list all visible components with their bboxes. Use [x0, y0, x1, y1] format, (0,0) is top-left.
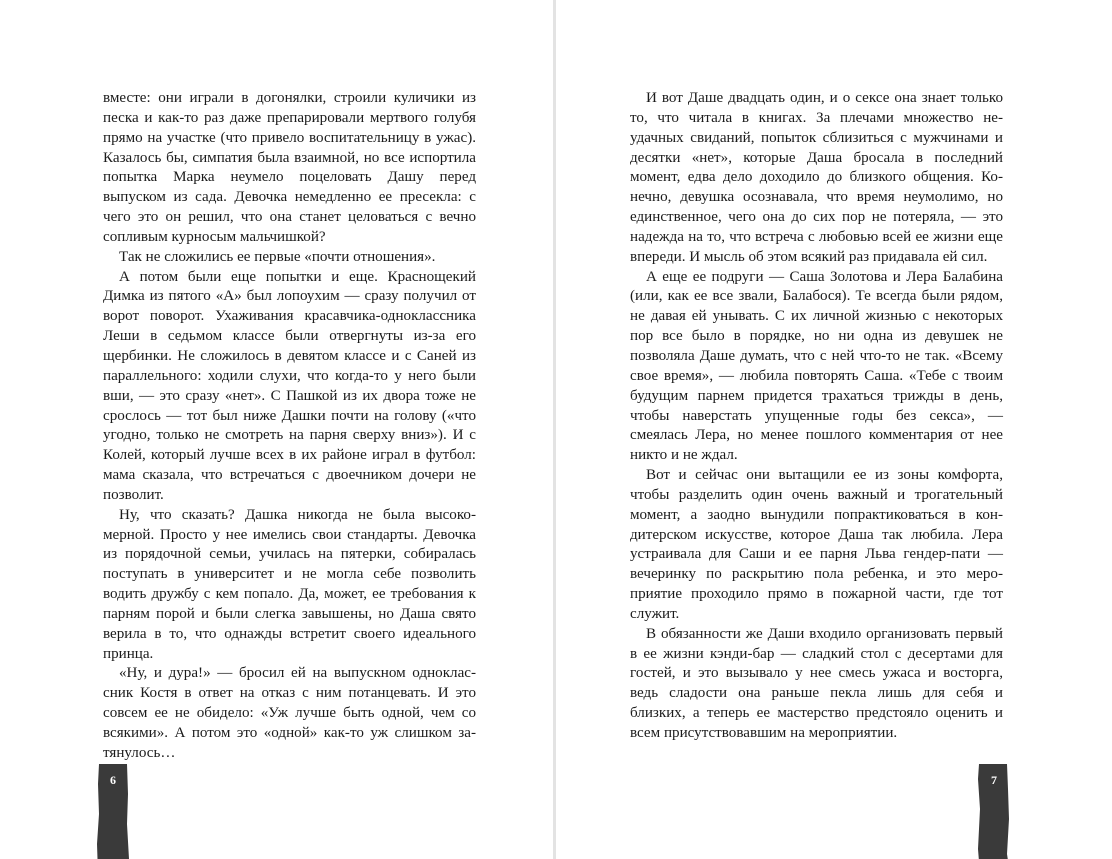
left-page-text	[103, 89, 476, 764]
paragraph: В обязанности же Даши входило организовать первый в ее жизни кэнди-бар — сладкий стол с десертами для гостей, и это вызывало у нее смесь ужаса и восторга, ведь сладости она раньше пекла лишь для себя и близких, а теперь ее мастерство предстояло оценить и всем присутствовавшим на мероприятии.	[630, 625, 1003, 741]
page-number: 7	[991, 773, 997, 787]
paragraph: Вот и сейчас они вытащили ее из зоны комфорта, чтобы разделить один очень важный и трогательный момент, а заодно вынудили попрактиковаться в кондитерском искусстве, которое Даша так любила. Лера устраивала для Саши и ее парня Льва гендер-пати — вечеринку по раскрытию пола ребенка, и это мероприятие проходило прямо в пожарной части, где тот служит.	[630, 467, 1003, 622]
page-tab-decoration	[96, 764, 130, 859]
page-number: 6	[110, 773, 116, 787]
paragraph: «Ну, и дура!» — бросил ей на выпускном однoклассник Костя в ответ на отказ с ним потанцевать. И это совсем ее не обидело: «Уж лучше быть одной, чем со всякими». А потом это «одной» как-то уж слишком затянулось…	[103, 665, 476, 761]
paragraph: А еще ее подруги — Саша Золотова и Лера Балабина (или, как ее все звали, Балабося). Те всегда были рядом, не давая ей унывать. С их личной жизнью с некоторых пор все было в порядке, но ни одна из девушек не позволяла Даше думать, что с ней что-то не так. «Всему свое время», — любила повторять Саша. «Тебе с твоим будущим парнем придется трахаться трижды в день, чтобы наверстать упущенные годы без секса», — смеялась Лера, но менее пошлого комментария от нее никто и не ждал.	[630, 268, 1003, 464]
page-tab-decoration	[977, 764, 1011, 859]
right-page-text	[630, 89, 1003, 744]
paragraph: И вот Даше двадцать один, и о сексе она знает только то, что читала в книгах. За плечами множество неудачных свиданий, попыток сблизиться с мужчинами и десятки «нет», которые Даша бросала в последний момент, едва дело доходило до близкого общения. Конечно, девушка осознавала, что время неумолимо, но единственное, чего она до сих пор не потеряла, — это надежда на то, что встреча с любовью всей ее жизни еще впереди. И мысль об этом всякий раз придавала ей сил.	[630, 90, 1003, 265]
paragraph: Так не сложились ее первые «почти отношения».	[119, 248, 436, 265]
left-page	[0, 0, 553, 859]
paragraph: Ну, что сказать? Дашка никогда не была высокомерной. Просто у нее имелись свои стандарты. Девочка из порядочной семьи, училась на пятерки, собиралась поступать в университет и не могла себе позволить водить дружбу с кем попало. Да, может, ее требования к парням порой и были слегка завышены, но Даша свято верила в то, что однажды встретит своего идеального принца.	[103, 506, 476, 662]
right-page	[556, 0, 1112, 859]
paragraph: А потом были еще попытки и еще. Краснощекий Димка из пятого «А» был лопоухим — сразу получил от ворот поворот. Ухаживания красавчика-однoклассника Леши в седьмом классе были отвергнуты из-за его щербинки. Не сложилось в девятом классе и с Саней из параллельного: ходили слухи, что когда-то у него были вши, — это сразу «нет». С Пашкой из их двора тоже не срослось — тот был ниже Дашки почти на голову («что угодно, только не смотреть на парня сверху вниз»). И с Колей, который лучше всех в их районе играл в футбол: мама сказала, что встречаться с двоечником дочери не позволит.	[103, 268, 476, 503]
paragraph: вместе: они играли в догонялки, строили куличики из песка и как-то раз даже препарировали мертвого голубя прямо на участке (что привело воспитательницу в ужас). Казалось бы, симпатия была взаимной, но все испортила попытка Марка неумело поцеловать Дашу перед выпуском из сада. Девочка немедленно ее пресекла: с чего это он решил, что она станет целоваться с вечно сопливым курносым мальчишкой?	[103, 90, 476, 245]
